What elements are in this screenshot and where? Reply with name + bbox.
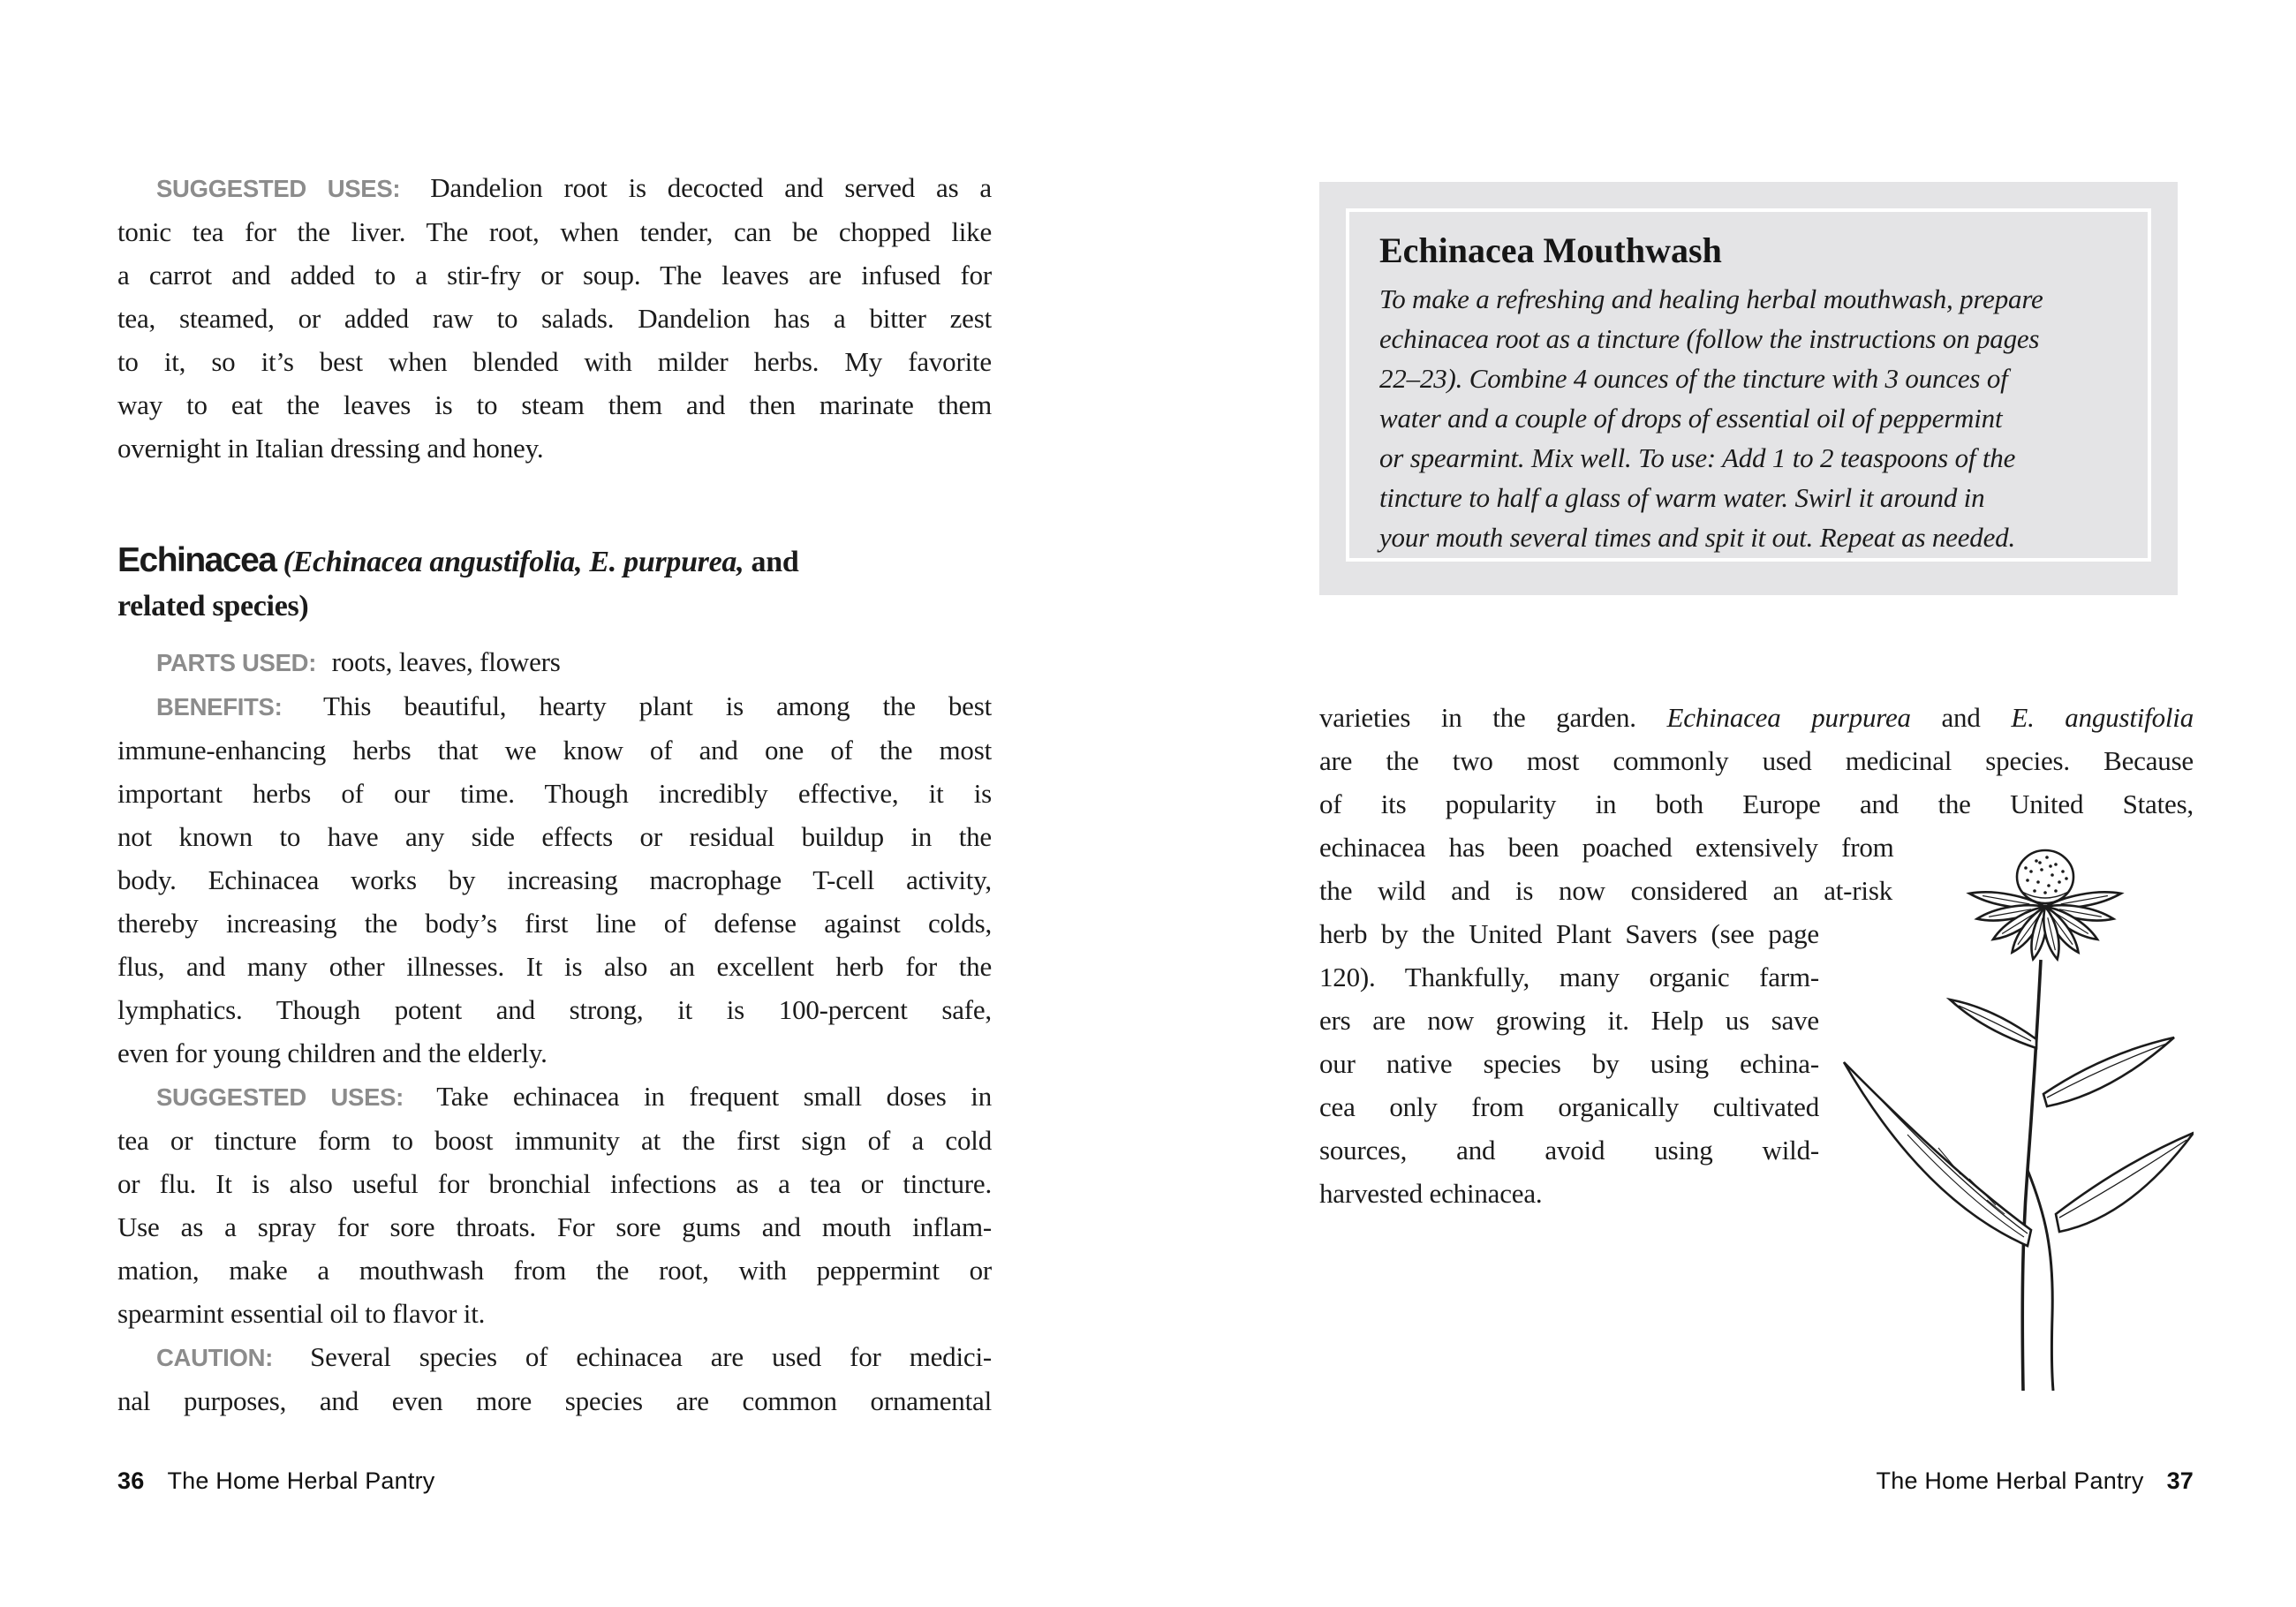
paragraph-benefits: BENEFITS: This beautiful, hearty plant is among the best immune-enhancing herbs that we know of and one of the most important herbs of our time. Though incredibly effective, it is not known to have any side effects or residual buildup in the body. Echinacea works by increasing macrophage T-cell activity, thereby increasing the body’s first line of defense against colds, flus, and many other illnesses. It is also an excellent herb for the lymphatics. Though potent and strong, it is 100-percent safe, even for young children and the elderly. <box>117 690 992 1068</box>
paragraph-echinacea-suggested-uses: SUGGESTED USES: Take echinacea in frequent small doses in tea or tincture form to boost immunity at the first sign of a cold or flu. It is also useful for bronchial infections as a tea or tincture. Use as a spray for sore throats. For sore gums and mouth inflam- mation, make a mouthwash from the root, with peppermint or spearmint essential oil to flavor it. <box>117 1081 992 1329</box>
echinacea-mouthwash-box <box>1319 182 2178 595</box>
recipe-title: Echinacea Mouthwash <box>1379 230 1722 270</box>
left-text-column <box>117 166 992 1422</box>
recipe-box-frame <box>1346 208 2151 562</box>
running-title: The Home Herbal Pantry <box>167 1467 435 1494</box>
running-title: The Home Herbal Pantry <box>1876 1467 2144 1494</box>
right-text-column <box>1319 696 2194 1391</box>
echinacea-heading: Echinacea (Echinacea angustifolia, E. purpurea, and related species) <box>117 541 799 622</box>
page-37 <box>1148 0 2296 1607</box>
paragraph-varieties: varieties in the garden. Echinacea purpurea and E. angustifolia are the two most commonly used medicinal species. Because of its popularity in both Europe and the United States, <box>1319 702 2194 819</box>
recipe-instructions: To make a refreshing and healing herbal mouthwash, prepare echinacea root as a tincture (follow the instructions on pages 22–23). Combine 4 ounces of the tincture with 3 ounces of water and a couple of drops of essential oil of peppermint or spearmint. Mix well. To use: Add 1 to 2 teaspoons of the tincture to half a glass of warm water. Swirl it around in your mouth several times and spit it out. Repeat as needed. <box>1379 283 2043 553</box>
left-page-footer <box>117 1467 434 1495</box>
paragraph-caution: CAUTION: Several species of echinacea are used for medici- nal purposes, and even more species are common ornamental <box>117 1341 992 1416</box>
paragraph-conservation <box>1319 826 2194 1215</box>
paragraph-dandelion-suggested-uses: SUGGESTED USES: Dandelion root is decocted and served as a tonic tea for the liver. The root, when tender, can be chopped like a carrot and added to a stir-fry or soup. The leaves are infused for tea, steamed, or added raw to salads. Dandelion has a bitter zest to it, so it’s best when blended with milder herbs. My favorite way to eat the leaves is to steam them and then marinate them overnight in Italian dressing and honey. <box>117 172 992 464</box>
paragraph-parts-used: PARTS USED: roots, leaves, flowers <box>156 646 561 677</box>
conservation-lines: echinacea has been poached extensively from the wild and is now considered an at-risk herb by the United Plant Savers (see page 120). Thankfully, many organic farm- ers are now growing it. Help us save our native species by using echina- cea only from organically cultivated sources, and avoid using wild- harvested echinacea. <box>1319 832 1894 1209</box>
page-number: 37 <box>2166 1467 2194 1494</box>
right-page-footer <box>1877 1467 2194 1495</box>
page-number: 36 <box>117 1467 145 1494</box>
